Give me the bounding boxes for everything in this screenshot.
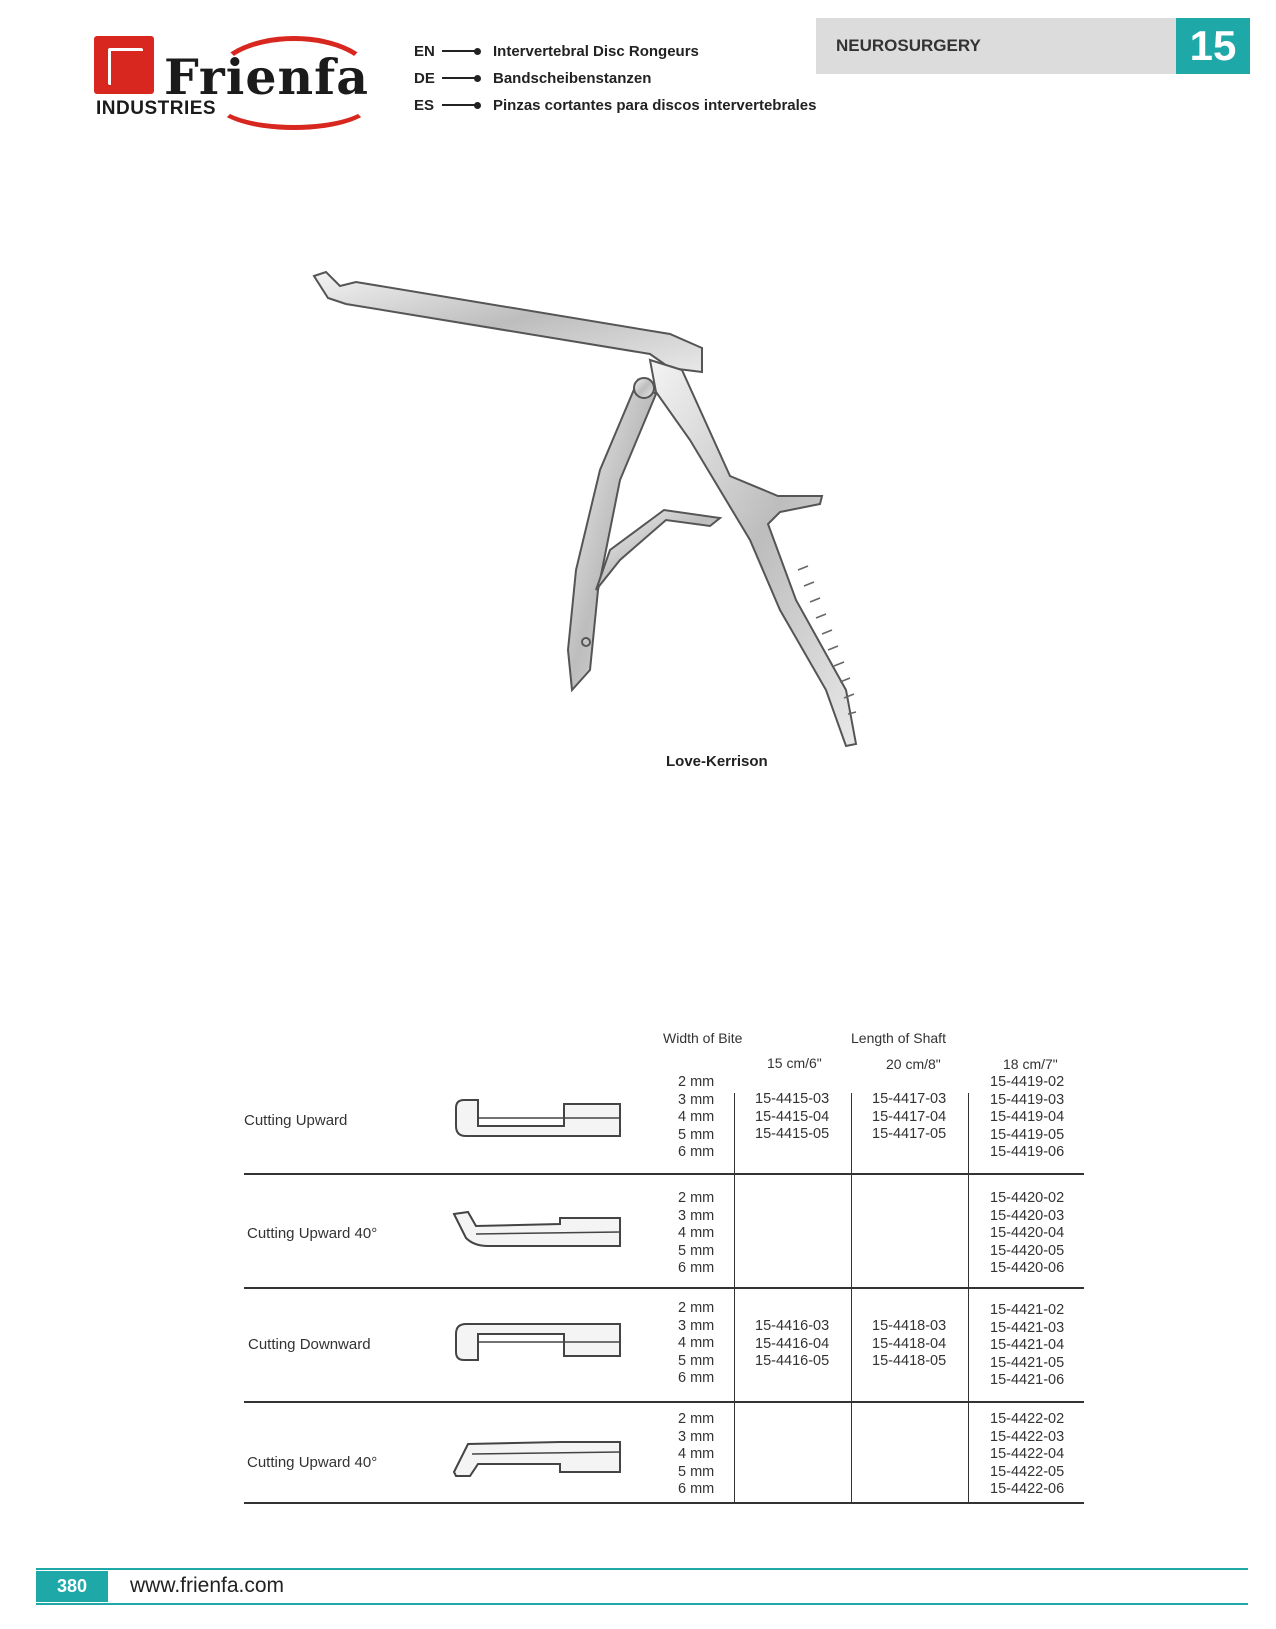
article-number: 15-4418-04 xyxy=(872,1335,947,1352)
width-of-bite-header: Width of Bite xyxy=(663,1030,743,1046)
title-de xyxy=(414,67,651,89)
bite-width: 5 mm xyxy=(678,1126,715,1143)
bite-width: 2 mm xyxy=(678,1411,715,1427)
article-number: 15-4420-06 xyxy=(990,1260,1065,1276)
lang-title: Pinzas cortantes para discos intervertebrales xyxy=(493,96,817,114)
article-numbers-15cm xyxy=(755,1091,829,1144)
bite-widths xyxy=(678,1300,714,1388)
column-divider xyxy=(734,1093,735,1503)
connector-line xyxy=(442,104,476,106)
row-divider xyxy=(244,1401,1084,1403)
article-number: 15-4415-05 xyxy=(755,1126,830,1142)
article-numbers-20cm xyxy=(872,1318,946,1371)
lang-title: Bandscheibenstanzen xyxy=(493,69,652,87)
lang-code: EN xyxy=(414,42,435,60)
bite-width: 3 mm xyxy=(678,1317,715,1334)
spring xyxy=(596,510,720,590)
footer-rule xyxy=(36,1603,1248,1605)
connector-line xyxy=(442,77,476,79)
bullet-icon xyxy=(474,102,481,109)
article-number: 15-4421-03 xyxy=(990,1319,1065,1336)
bullet-icon xyxy=(474,75,481,82)
row-label: Cutting Upward 40° xyxy=(247,1454,378,1471)
article-number: 15-4416-04 xyxy=(755,1335,830,1352)
page-number: 380 xyxy=(36,1571,108,1602)
lang-code: ES xyxy=(414,96,435,114)
row-label: Cutting Downward xyxy=(248,1336,371,1353)
article-number: 15-4419-04 xyxy=(990,1109,1065,1125)
article-number: 15-4420-02 xyxy=(990,1190,1065,1206)
article-number: 15-4415-03 xyxy=(755,1091,830,1107)
bite-width: 6 mm xyxy=(678,1260,715,1276)
bullet-icon xyxy=(474,48,481,55)
article-number: 15-4417-04 xyxy=(872,1108,947,1125)
bite-width: 2 mm xyxy=(678,1300,715,1316)
company-logo xyxy=(94,34,369,119)
title-es xyxy=(414,94,816,116)
article-numbers-20cm xyxy=(872,1091,946,1144)
logo-division: INDUSTRIES xyxy=(96,98,217,119)
bite-width: 4 mm xyxy=(678,1446,715,1462)
bite-width: 4 mm xyxy=(678,1225,715,1241)
bite-widths xyxy=(678,1190,714,1278)
column-header-15cm: 15 cm/6" xyxy=(767,1055,822,1071)
article-number: 15-4417-05 xyxy=(872,1126,947,1142)
article-number: 15-4419-06 xyxy=(990,1144,1065,1160)
article-number: 15-4419-03 xyxy=(990,1091,1065,1108)
article-number: 15-4416-03 xyxy=(755,1318,830,1334)
article-number: 15-4421-05 xyxy=(990,1354,1065,1371)
article-number: 15-4421-04 xyxy=(990,1337,1065,1353)
title-en xyxy=(414,40,699,62)
category-label: NEUROSURGERY xyxy=(836,36,981,55)
bite-width: 2 mm xyxy=(678,1074,715,1090)
website-link[interactable]: www.frienfa.com xyxy=(130,1574,285,1597)
logo-brand-name: Frienfa xyxy=(164,48,369,106)
figure-caption: Love-Kerrison xyxy=(666,753,768,770)
row-label: Cutting Upward xyxy=(244,1112,348,1129)
article-number: 15-4422-04 xyxy=(990,1446,1065,1462)
article-number: 15-4417-03 xyxy=(872,1091,947,1107)
length-of-shaft-header: Length of Shaft xyxy=(851,1030,946,1046)
article-number: 15-4422-05 xyxy=(990,1463,1065,1480)
bite-width: 4 mm xyxy=(678,1335,715,1351)
rear-handle xyxy=(650,360,856,746)
shaft xyxy=(314,272,702,372)
article-numbers-18cm xyxy=(990,1190,1064,1278)
column-divider xyxy=(851,1093,852,1503)
bite-width: 5 mm xyxy=(678,1352,715,1369)
row-divider xyxy=(244,1287,1084,1289)
bite-width: 5 mm xyxy=(678,1463,715,1480)
tip-cutting-upward-icon xyxy=(452,1096,624,1140)
bite-width: 3 mm xyxy=(678,1091,715,1108)
bite-width: 6 mm xyxy=(678,1144,715,1160)
bite-width: 4 mm xyxy=(678,1109,715,1125)
bite-width: 6 mm xyxy=(678,1481,715,1497)
lang-title: Intervertebral Disc Rongeurs xyxy=(493,42,699,60)
article-number: 15-4422-03 xyxy=(990,1428,1065,1445)
tip-cutting-downward-icon xyxy=(452,1320,624,1366)
row-divider xyxy=(244,1502,1084,1504)
article-number: 15-4415-04 xyxy=(755,1108,830,1125)
column-header-20cm: 20 cm/8" xyxy=(886,1056,941,1072)
handle-screw xyxy=(582,638,590,646)
tip-cutting-upward-40-icon xyxy=(448,1436,624,1480)
logo-mark-icon xyxy=(94,36,154,94)
article-numbers-15cm xyxy=(755,1318,829,1371)
footer-rule xyxy=(36,1568,1248,1570)
article-number: 15-4420-04 xyxy=(990,1225,1065,1241)
column-divider xyxy=(968,1093,969,1503)
connector-line xyxy=(442,50,476,52)
pivot-screw xyxy=(634,378,654,398)
article-numbers-18cm xyxy=(990,1411,1064,1499)
article-number: 15-4419-05 xyxy=(990,1126,1065,1143)
bite-width: 5 mm xyxy=(678,1242,715,1259)
article-number: 15-4421-06 xyxy=(990,1372,1065,1388)
tip-cutting-upward-40-icon xyxy=(448,1208,624,1252)
article-number: 15-4420-05 xyxy=(990,1242,1065,1259)
row-divider xyxy=(244,1173,1084,1175)
article-number: 15-4422-06 xyxy=(990,1481,1065,1497)
article-number: 15-4418-05 xyxy=(872,1353,947,1369)
rongeur-illustration xyxy=(310,270,890,800)
bite-width: 6 mm xyxy=(678,1370,715,1386)
bite-widths xyxy=(678,1074,714,1162)
bite-width: 2 mm xyxy=(678,1190,715,1206)
row-label: Cutting Upward 40° xyxy=(247,1225,378,1242)
article-number: 15-4416-05 xyxy=(755,1353,830,1369)
article-number: 15-4419-02 xyxy=(990,1074,1065,1090)
bite-widths xyxy=(678,1411,714,1499)
section-number: 15 xyxy=(1176,18,1250,74)
column-header-18cm: 18 cm/7" xyxy=(1003,1056,1058,1072)
article-numbers-18cm xyxy=(990,1074,1064,1162)
bite-width: 3 mm xyxy=(678,1428,715,1445)
article-number: 15-4422-02 xyxy=(990,1411,1065,1427)
article-number: 15-4420-03 xyxy=(990,1207,1065,1224)
article-number: 15-4418-03 xyxy=(872,1318,947,1334)
lang-code: DE xyxy=(414,69,435,87)
article-numbers-18cm xyxy=(990,1302,1064,1390)
article-number: 15-4421-02 xyxy=(990,1302,1065,1318)
bite-width: 3 mm xyxy=(678,1207,715,1224)
